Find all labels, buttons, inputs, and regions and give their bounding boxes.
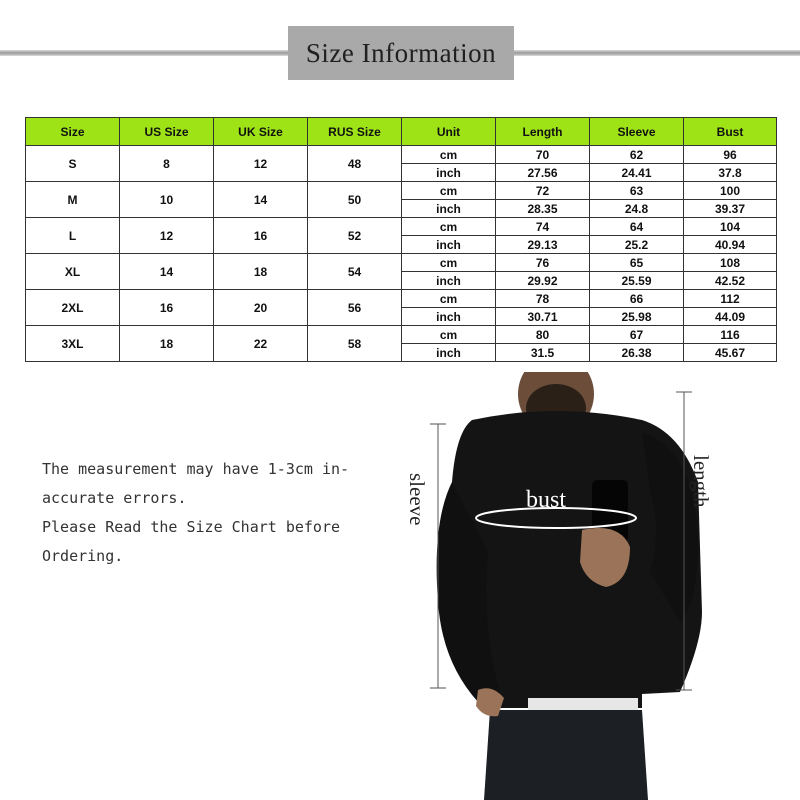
bust-cell: 45.67	[684, 344, 777, 362]
size-cell: XL	[26, 254, 120, 290]
length-cell: 30.71	[496, 308, 590, 326]
size-cell: 3XL	[26, 326, 120, 362]
length-cell: 80	[496, 326, 590, 344]
length-label: length	[689, 455, 713, 508]
uk-size-cell: 20	[214, 290, 308, 326]
length-cell: 29.13	[496, 236, 590, 254]
us-size-cell: 16	[120, 290, 214, 326]
length-cell: 74	[496, 218, 590, 236]
size-cell: 2XL	[26, 290, 120, 326]
uk-size-cell: 22	[214, 326, 308, 362]
note-line: Ordering.	[42, 547, 124, 565]
size-table-body	[26, 146, 777, 362]
sleeve-cell: 62	[590, 146, 684, 164]
bust-cell: 39.37	[684, 200, 777, 218]
sleeve-cell: 24.41	[590, 164, 684, 182]
rus-size-cell: 54	[308, 254, 402, 290]
sleeve-cell: 64	[590, 218, 684, 236]
size-cell: S	[26, 146, 120, 182]
sleeve-cell: 67	[590, 326, 684, 344]
sleeve-cell: 24.8	[590, 200, 684, 218]
table-header-row	[26, 118, 777, 146]
measurement-note	[42, 455, 372, 571]
uk-size-cell: 18	[214, 254, 308, 290]
sleeve-cell: 25.98	[590, 308, 684, 326]
length-cell: 31.5	[496, 344, 590, 362]
length-cell: 28.35	[496, 200, 590, 218]
page-title: Size Information	[305, 37, 497, 68]
table-row	[26, 290, 777, 308]
column-header-sleeve: Sleeve	[590, 118, 684, 146]
unit-cell: cm	[402, 182, 496, 200]
bust-cell: 112	[684, 290, 777, 308]
rus-size-cell: 52	[308, 218, 402, 254]
bust-cell: 40.94	[684, 236, 777, 254]
unit-cell: cm	[402, 218, 496, 236]
note-line: accurate errors.	[42, 489, 187, 507]
rus-size-cell: 56	[308, 290, 402, 326]
table-row	[26, 326, 777, 344]
rus-size-cell: 50	[308, 182, 402, 218]
uk-size-cell: 14	[214, 182, 308, 218]
unit-cell: inch	[402, 272, 496, 290]
length-cell: 78	[496, 290, 590, 308]
rus-size-cell: 58	[308, 326, 402, 362]
us-size-cell: 12	[120, 218, 214, 254]
jeans	[484, 710, 648, 800]
note-line: The measurement may have 1-3cm in-	[42, 460, 350, 478]
unit-cell: inch	[402, 344, 496, 362]
length-cell: 70	[496, 146, 590, 164]
length-cell: 76	[496, 254, 590, 272]
sleeve-label: sleeve	[405, 473, 429, 526]
note-line: Please Read the Size Chart before	[42, 518, 341, 536]
size-chart-table	[25, 117, 777, 362]
table-row	[26, 146, 777, 164]
sleeve-cell: 25.2	[590, 236, 684, 254]
us-size-cell: 18	[120, 326, 214, 362]
unit-cell: inch	[402, 308, 496, 326]
bust-cell: 108	[684, 254, 777, 272]
column-header-length: Length	[496, 118, 590, 146]
bust-cell: 42.52	[684, 272, 777, 290]
sleeve-cell: 63	[590, 182, 684, 200]
bust-cell: 100	[684, 182, 777, 200]
column-header-rus-size: RUS Size	[308, 118, 402, 146]
bust-cell: 96	[684, 146, 777, 164]
unit-cell: cm	[402, 326, 496, 344]
rus-size-cell: 48	[308, 146, 402, 182]
size-cell: M	[26, 182, 120, 218]
column-header-bust: Bust	[684, 118, 777, 146]
table-row	[26, 254, 777, 272]
sleeve-cell: 66	[590, 290, 684, 308]
uk-size-cell: 16	[214, 218, 308, 254]
unit-cell: inch	[402, 164, 496, 182]
title-banner	[288, 26, 514, 80]
table-row	[26, 182, 777, 200]
unit-cell: cm	[402, 146, 496, 164]
size-cell: L	[26, 218, 120, 254]
column-header-uk-size: UK Size	[214, 118, 308, 146]
sleeve-cell: 25.59	[590, 272, 684, 290]
table-row	[26, 218, 777, 236]
bust-label: bust	[526, 487, 567, 513]
column-header-us-size: US Size	[120, 118, 214, 146]
length-cell: 27.56	[496, 164, 590, 182]
unit-cell: cm	[402, 290, 496, 308]
unit-cell: inch	[402, 200, 496, 218]
unit-cell: inch	[402, 236, 496, 254]
uk-size-cell: 12	[214, 146, 308, 182]
column-header-size: Size	[26, 118, 120, 146]
bust-cell: 37.8	[684, 164, 777, 182]
bust-cell: 116	[684, 326, 777, 344]
sleeve-cell: 26.38	[590, 344, 684, 362]
length-cell: 72	[496, 182, 590, 200]
us-size-cell: 14	[120, 254, 214, 290]
us-size-cell: 10	[120, 182, 214, 218]
unit-cell: cm	[402, 254, 496, 272]
sleeve-cell: 65	[590, 254, 684, 272]
length-cell: 29.92	[496, 272, 590, 290]
us-size-cell: 8	[120, 146, 214, 182]
bust-cell: 44.09	[684, 308, 777, 326]
column-header-unit: Unit	[402, 118, 496, 146]
bust-cell: 104	[684, 218, 777, 236]
model-photo	[380, 372, 800, 800]
